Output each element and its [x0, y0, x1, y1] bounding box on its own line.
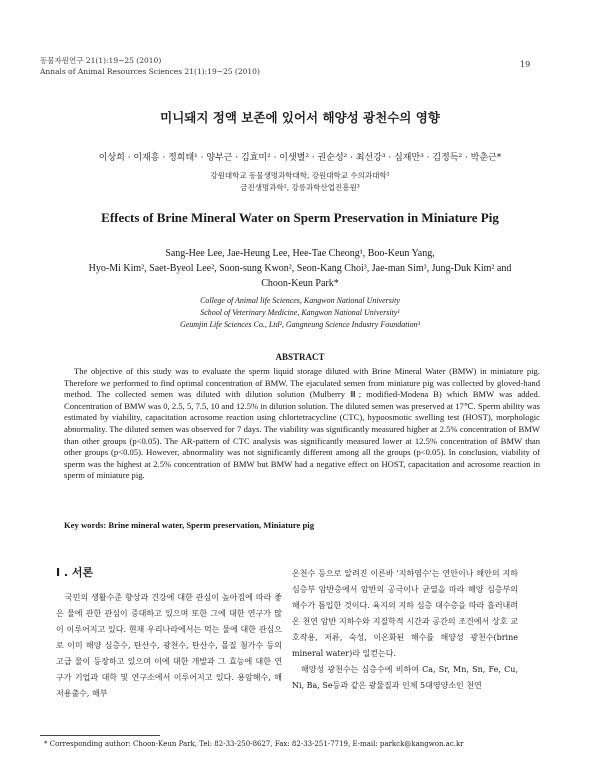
- section-heading-introduction: I . 서론: [56, 566, 94, 579]
- abstract-heading: ABSTRACT: [275, 352, 325, 362]
- title-korean: 미니돼지 정액 보존에 있어서 해양성 광천수의 영향: [160, 110, 440, 125]
- column-left: [56, 566, 282, 702]
- keywords: Key words: Brine mineral water, Sperm preservation, Miniature pig: [64, 520, 314, 530]
- journal-name-kr: 동물자원연구 21(1):19~25 (2010): [40, 56, 162, 65]
- affiliation-kr-line: 금진생명과학², 강릉과학산업진흥원³: [240, 183, 360, 192]
- affiliation-en-line: School of Veterinary Medicine, Kangwon National University¹: [200, 308, 400, 317]
- column-right: [292, 566, 518, 694]
- intro-paragraph: 국민의 생활수준 향상과 건강에 대한 관심이 높아짐에 따라 좋은 물에 관한 관심이 증대하고 있으며 또한 그에 대한 연구가 많이 이루어지고 있다. 현재 우리나라에서는 먹는 물에 대한 관심으로 이미 해양 심층수, 탄산수, 광천수, 탄산수, 몰질 첨가수 등의 고급 물이 등장하고 있으며 이에 대한 개발과 그 효능에 대한 연구가 기업과 대학 및 연구소에서 이루어지고 있다. 용암해수, 해저용출수, 해부: [56, 593, 282, 698]
- intro-paragraph: 온천수 등으로 알려진 이른바 '지하염수'는 연안이나 해안의 지하 심층부 암반층에서 암반의 공극이나 균열을 따라 해양 심층부의 해수가 틈입한 것이다. 육지의 지하 심층 대수층을 따라 흘러내려온 천연 암반 지하수와 지질학적 시간과 공간의 조건에서 상호 교호작용, 저류, 숙성, 이온화된 해수를 해양성 광천수(brine mineral water)라 일컫는다.: [292, 569, 518, 658]
- title-english: Effects of Brine Mineral Water on Sperm Preservation in Miniature Pig: [101, 210, 499, 225]
- authors-english: [20, 246, 580, 291]
- abstract-text: The objective of this study was to evaluate the sperm liquid storage diluted with Brine Mineral Water (BMW) in miniature pig. Therefore we performed to find optimal concentration of BMW. The ejaculated semen from miniature pig was collected by gloved-hand method. The collected semen was diluted with dilution solution (Mulberry Ⅲ; modified-Modena B) which BMW was added. Concentration of BMW was 0, 2.5, 5, 7.5, 10 and 12.5% in dilution solution. The diluted semen was preserved at 17℃. Sperm ability was estimated by viability, capacitation acrosome reaction using chlortetracycline (CTC), hypoosmotic swelling test (HOST), morphologic abnormality. The diluted semen was observed for 7 days. The viability was significantly measured higher at 2.5% concentration of BMW than other groups (p<0.05). The AR-pattern of CTC analysis was significantly measured lower at 12.5% concentration of BMW than other groups (p<0.05). However, abnormality was not significantly different among all the groups (p<0.05). In conclusion, viability of sperm was the highest at 2.5% concentration of BMW but BMW had a negative effect on HOST, capacitation and acrosome reaction in sperm of miniature pig.: [64, 366, 540, 481]
- authors-en-line: Hyo-Mi Kim², Saet-Byeol Lee², Soon-sung Kwon², Seon-Kang Choi³, Jae-man Sim³, Jung-Duk Kim² and: [88, 263, 512, 274]
- journal-name-en: Annals of Animal Resources Sciences 21(1):19~25 (2010): [40, 67, 260, 76]
- affiliations-korean: [0, 170, 600, 194]
- authors-en-line: Choon-Keun Park*: [261, 278, 339, 289]
- page-number: 19: [520, 60, 531, 69]
- intro-paragraph: 해양성 광천수는 심층수에 비하여 Ca, Sr, Mn, Sn, Fe, Cu, Ni, Ba, Se등과 같은 광물질과 인체 5대영양소인 천연: [292, 665, 518, 690]
- affiliation-en-line: Geumjin Life Sciences Co., Ltd², Gangneung Science Industry Foundation³: [179, 320, 421, 329]
- authors-korean: 이상희 · 이재흥 · 정희태¹ · 양부근 · 김효미² · 이샛별² · 권순성² · 최선강³ · 심재만³ · 김정득² · 박춘근*: [98, 153, 502, 163]
- footnote-divider: [40, 735, 160, 736]
- affiliations-english: [0, 295, 600, 331]
- corresponding-author-footnote: * Corresponding author: Choon-Keun Park, Tel: 82-33-250-8627, Fax: 82-33-251-7719, E-mail: parkck@kangwon.ac.kr: [44, 740, 464, 748]
- affiliation-kr-line: 강원대학교 동물생명과학대학, 강원대학교 수의과대학¹: [210, 171, 390, 180]
- affiliation-en-line: College of Animal life Sciences, Kangwon National University: [200, 296, 400, 305]
- journal-header: [40, 55, 260, 77]
- authors-en-line: Sang-Hee Lee, Jae-Heung Lee, Hee-Tae Cheong¹, Boo-Keun Yang,: [165, 248, 435, 259]
